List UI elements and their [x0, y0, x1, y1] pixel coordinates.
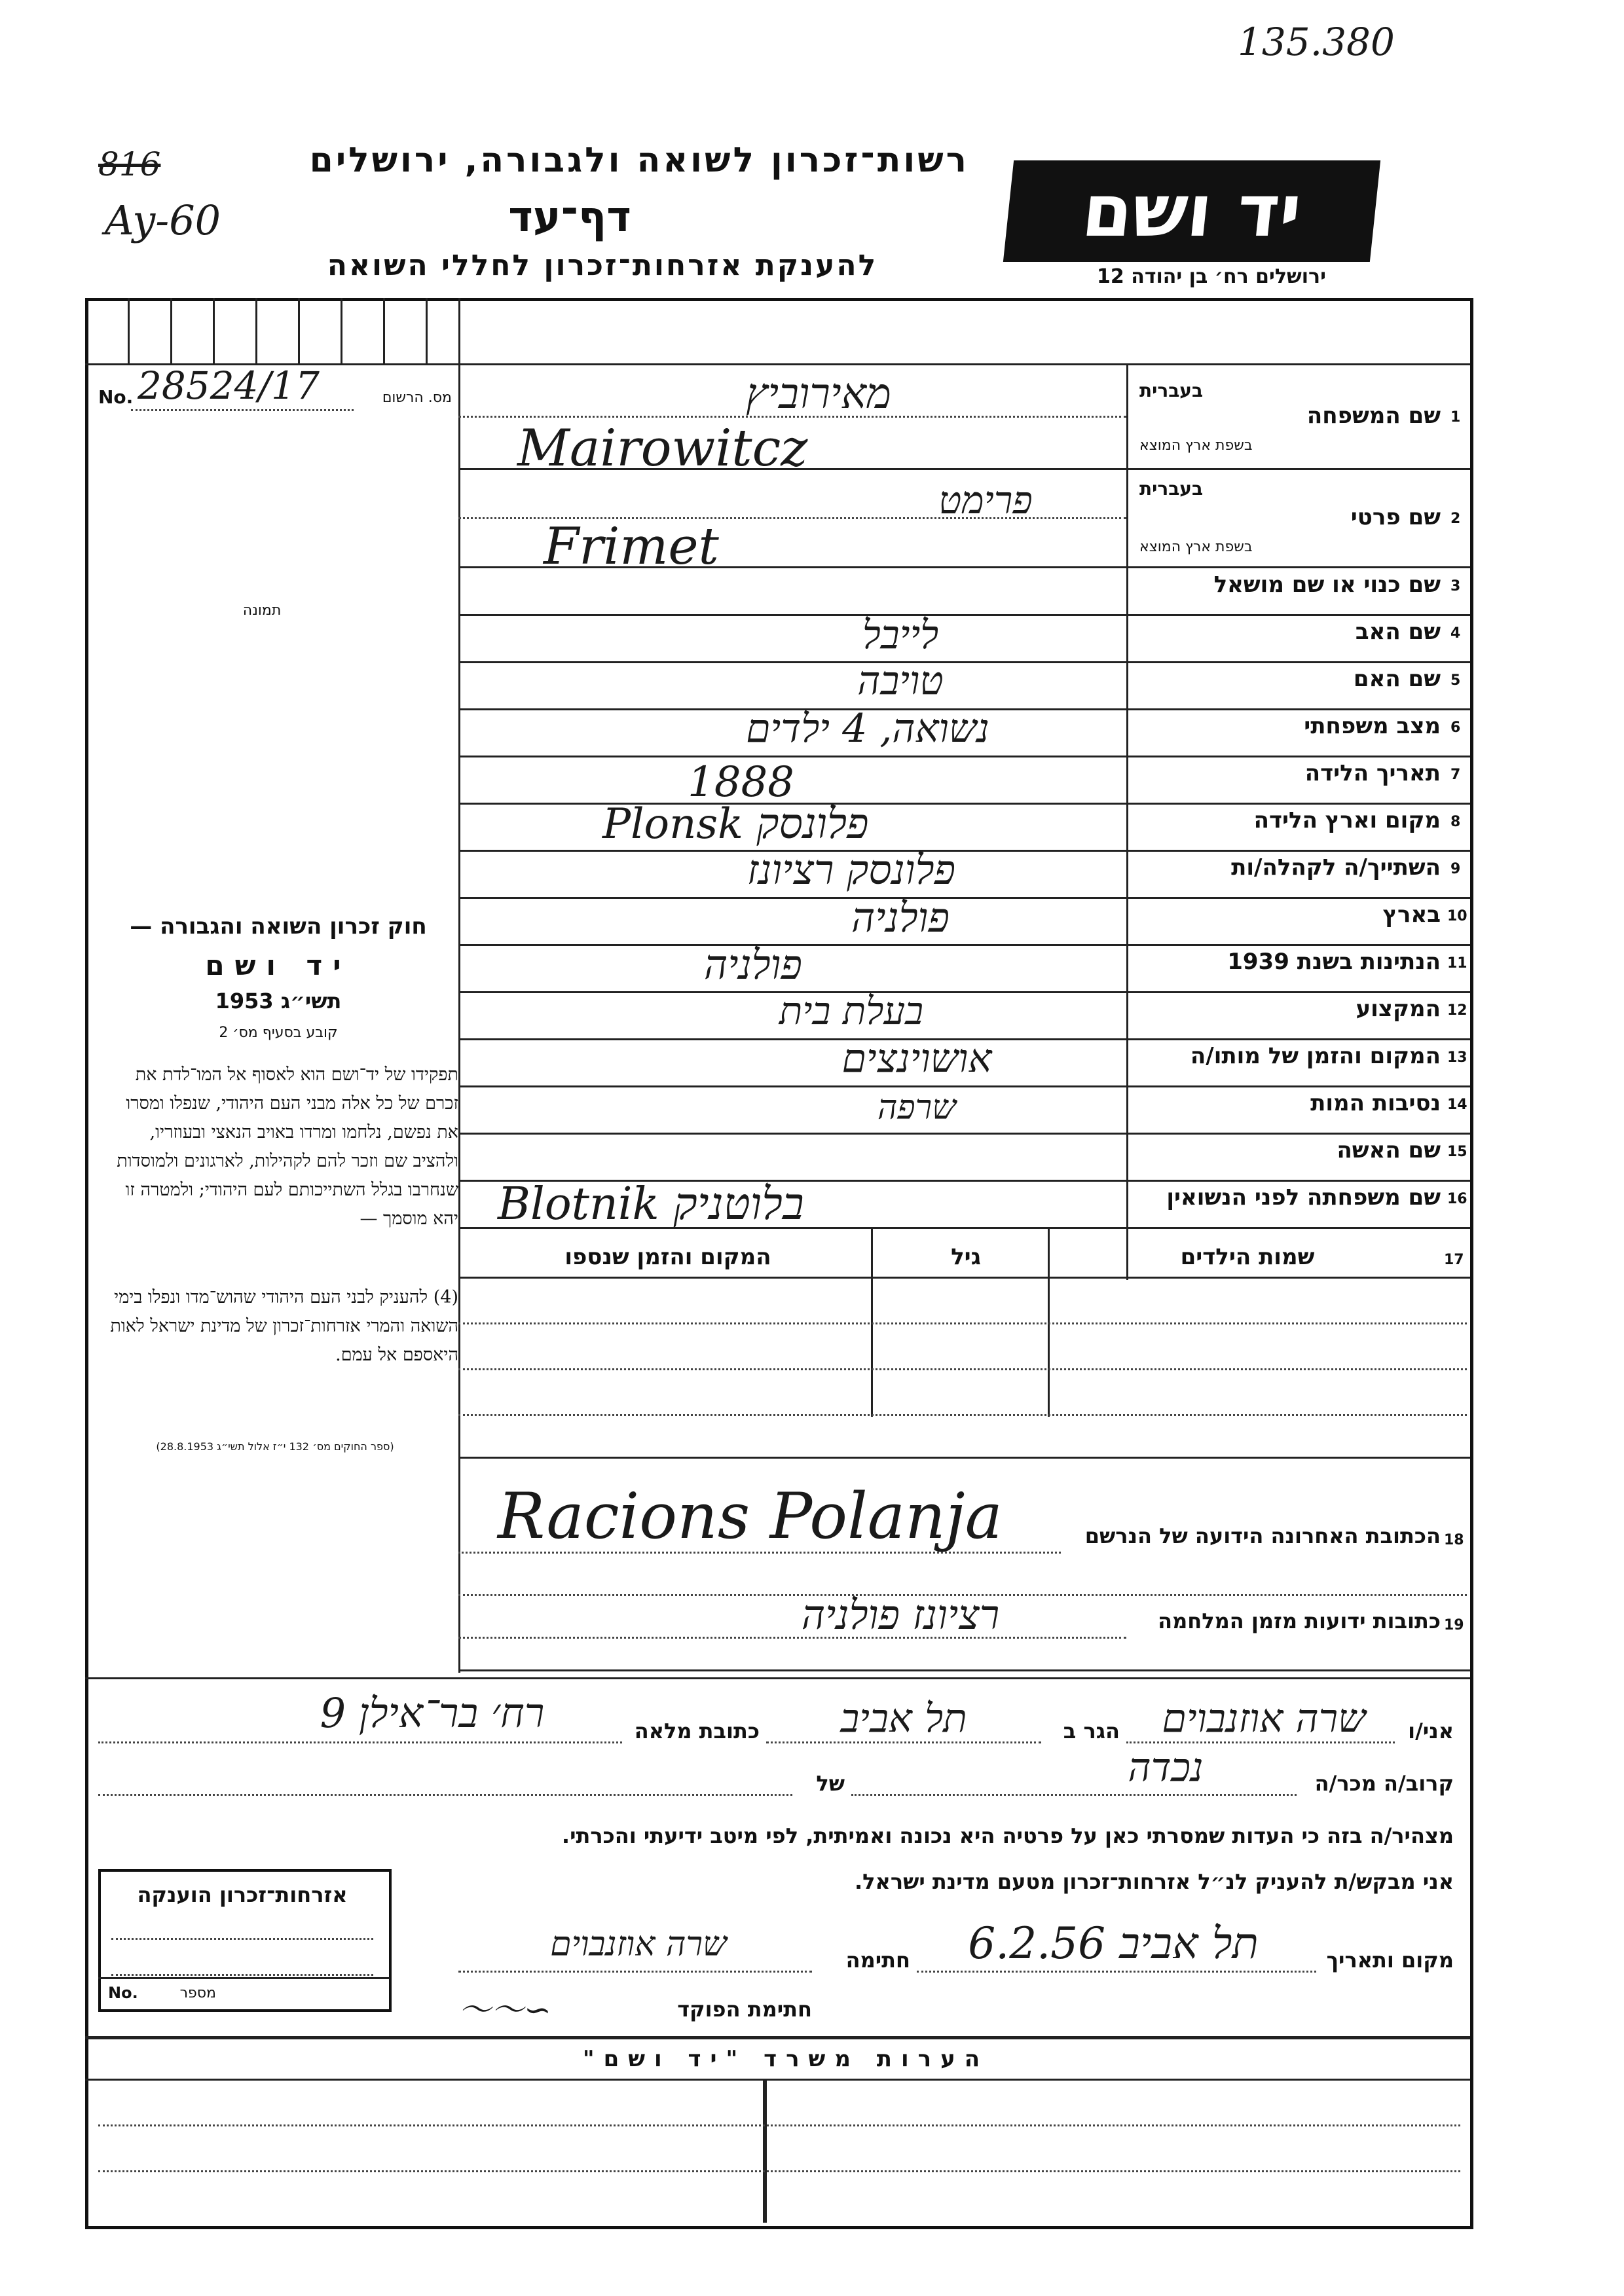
registration-label: מס. הרשום [382, 390, 452, 406]
field-8-value: Plonsk פלונסק [602, 800, 869, 848]
field-1-sub-hebrew: בעברית [1139, 380, 1204, 401]
field-9-value: פלונסק רציונז [747, 846, 956, 894]
stamp-number: 135.380 [1238, 20, 1395, 64]
field-18-label: הכתובת האחרונה הידועה של הנרשם [1084, 1523, 1441, 1548]
decl-i-label: אני/ו [1408, 1719, 1454, 1743]
field-4-label: שם האב [1355, 619, 1441, 645]
field-1-label: שם המשפחה [1306, 403, 1441, 429]
field-14-label: נסיבות המות [1310, 1090, 1441, 1116]
decl-of-label: של [816, 1771, 845, 1796]
decl-relative-label: קרוב/ה מכר/ה [1314, 1771, 1454, 1796]
decl-signature-value: שרה אוזנבוים [550, 1925, 727, 1964]
decl-statement: מצהיר/ה בזה כי העדות שמסרתי כאן על פרטיה היא נכונה ואמיתית, לפי מיטב ידיעתי והכרתי. [561, 1823, 1454, 1848]
decl-resides-label: הגר ב [1063, 1719, 1120, 1743]
registration-number: 28524/17 [138, 363, 320, 408]
decl-resides-value: תל אביב [840, 1696, 967, 1741]
field-1-foreign: Mairowitcz [517, 419, 808, 478]
field-13-label: המקום והזמן של מותו/ה [1190, 1043, 1441, 1069]
law-text: תפקידו של יד־ושם הוא לאסוף אל המו־לדת את זכרם של כל אלה מבני העם היהודי, שנפלו ומסרו את נפשם, נלחמו ומרדו באויב הנאצי ובעוזריו, ולהציב שם וזכר להם לקהילות, לארגונים ולמוסדות שנחרבו בגלל השתייכותם לעם היהודי; ולמטרה זו יהא מוסמך — [117, 1065, 458, 1229]
office-notes: הערות משרד "יד ושם" [582, 2046, 989, 2072]
decl-full-address-value: רח׳ בר־אילן 9 [320, 1689, 545, 1737]
field-14-value: שרפה [877, 1088, 957, 1127]
field-1-hebrew: מאירוביץ [746, 370, 891, 418]
old-number: 816 [98, 145, 161, 183]
field-6-value: נשואה, 4 ילדים [746, 706, 989, 752]
field-11-value: פולניה [703, 941, 803, 989]
citizenship-box-title: אזרחות־זכרון הוענקה [137, 1882, 348, 1907]
decl-signature-label: חתימה [845, 1948, 910, 1973]
field-19-value: רציונז פולניה [801, 1591, 1000, 1639]
decl-place-date-label: מקום ותאריך [1326, 1948, 1454, 1973]
field-5-label: שם האם [1353, 666, 1441, 692]
citizenship-box-no: No. [108, 1984, 138, 2002]
field-18-value: Racions Polanja [498, 1480, 1003, 1553]
field-1-sub-foreign: בשפת ארץ המוצא [1139, 437, 1253, 454]
decl-i-value: שרה אוזנבוים [1162, 1696, 1366, 1741]
field-6-label: מצב משפחתי [1304, 713, 1441, 739]
field-2-foreign: Frimet [544, 517, 719, 576]
field-10-label: בארץ [1382, 902, 1441, 928]
law-source: (ספר החוקים מס׳ 132 י״ז אלול תשי״ג 28.8.1953) [156, 1440, 394, 1453]
authority-title: רשות־זכרון לשואה ולגבורה, ירושלים [309, 141, 969, 180]
handwritten-code: Ay-60 [105, 196, 221, 244]
field-3-label: שם כנוי או שם מושאל [1213, 572, 1441, 598]
field-19-label: כתובות ידועות מזמן המלחמה [1158, 1609, 1441, 1633]
field-5-value: טויבה [857, 658, 944, 704]
field-7-label: תאריך הלידה [1304, 760, 1441, 786]
field-15-label: שם האשה [1337, 1137, 1441, 1163]
form-subtitle: להענקת אזרחות־זכרון לחללי השואה [327, 249, 878, 282]
field-16-label: שם משפחתה לפני הנשואין [1166, 1184, 1441, 1211]
field-16-value: Blotnik בלוטניק [498, 1178, 804, 1230]
children-col-place-time: המקום והזמן שנספו [564, 1244, 771, 1270]
registration-no-label: No. [98, 386, 134, 408]
official-signature-mark: 〜〜∽ [458, 1991, 551, 2029]
form-title: דף־עד [508, 193, 631, 242]
decl-official-label: חתימת הפוקד [677, 1997, 812, 2022]
children-col-names: שמות הילדים [1180, 1244, 1315, 1270]
field-10-value: פולניה [851, 894, 950, 941]
field-2-sub-foreign: בשפת ארץ המוצא [1139, 539, 1253, 555]
law-year: תשי״ג 1953 [215, 989, 342, 1013]
field-2-label: שם פרטי [1350, 504, 1441, 530]
field-12-label: המקצוע [1356, 996, 1441, 1022]
address: ירושלים רח׳ בן יהודה 12 [1097, 265, 1326, 288]
field-2-sub-hebrew: בעברית [1139, 478, 1204, 500]
decl-request: אני מבקש/ת להעניק לנ״ל אזרחות־זכרון מטעם מדינת ישראל. [855, 1869, 1454, 1894]
law-clause: קובע בסעיף מס׳ 2 [219, 1025, 338, 1041]
decl-full-address-label: כתובת מלאה [634, 1719, 760, 1743]
field-2-hebrew: פרימט [938, 478, 1033, 522]
citizenship-box-number-label: מספר [179, 1985, 216, 2001]
field-4-value: לייבל [862, 612, 939, 658]
decl-relative-value: נכדה [1128, 1745, 1204, 1791]
law-title: חוק זכרון השואה והגבורה — [130, 913, 427, 939]
yad-vashem-logo [1003, 160, 1380, 262]
law-name: יד ושם [205, 949, 352, 981]
field-12-value: בעלת בית [779, 989, 924, 1033]
field-13-value: אושוינצים [841, 1036, 992, 1082]
field-9-label: השתייך/ה לקהלה/ות [1231, 854, 1441, 881]
field-7-value: 1888 [688, 758, 794, 807]
field-11-label: הנתינות בשנת 1939 [1227, 949, 1441, 975]
decl-place-date-value: תל אביב 6.2.56 [968, 1918, 1259, 1969]
photo-label: תמונה [242, 602, 282, 619]
field-8-label: מקום וארץ הלידה [1253, 807, 1441, 833]
children-col-age: גיל [951, 1244, 981, 1270]
law-text-2: (4) להעניק לבני העם היהודי שהוש־מדו ונפלו בימי השואה והמרי אזרחות־זכרון של מדינת ישראל לאות היאספם אל עמם. [110, 1287, 458, 1365]
logo-text: יד ושם [1078, 169, 1306, 253]
